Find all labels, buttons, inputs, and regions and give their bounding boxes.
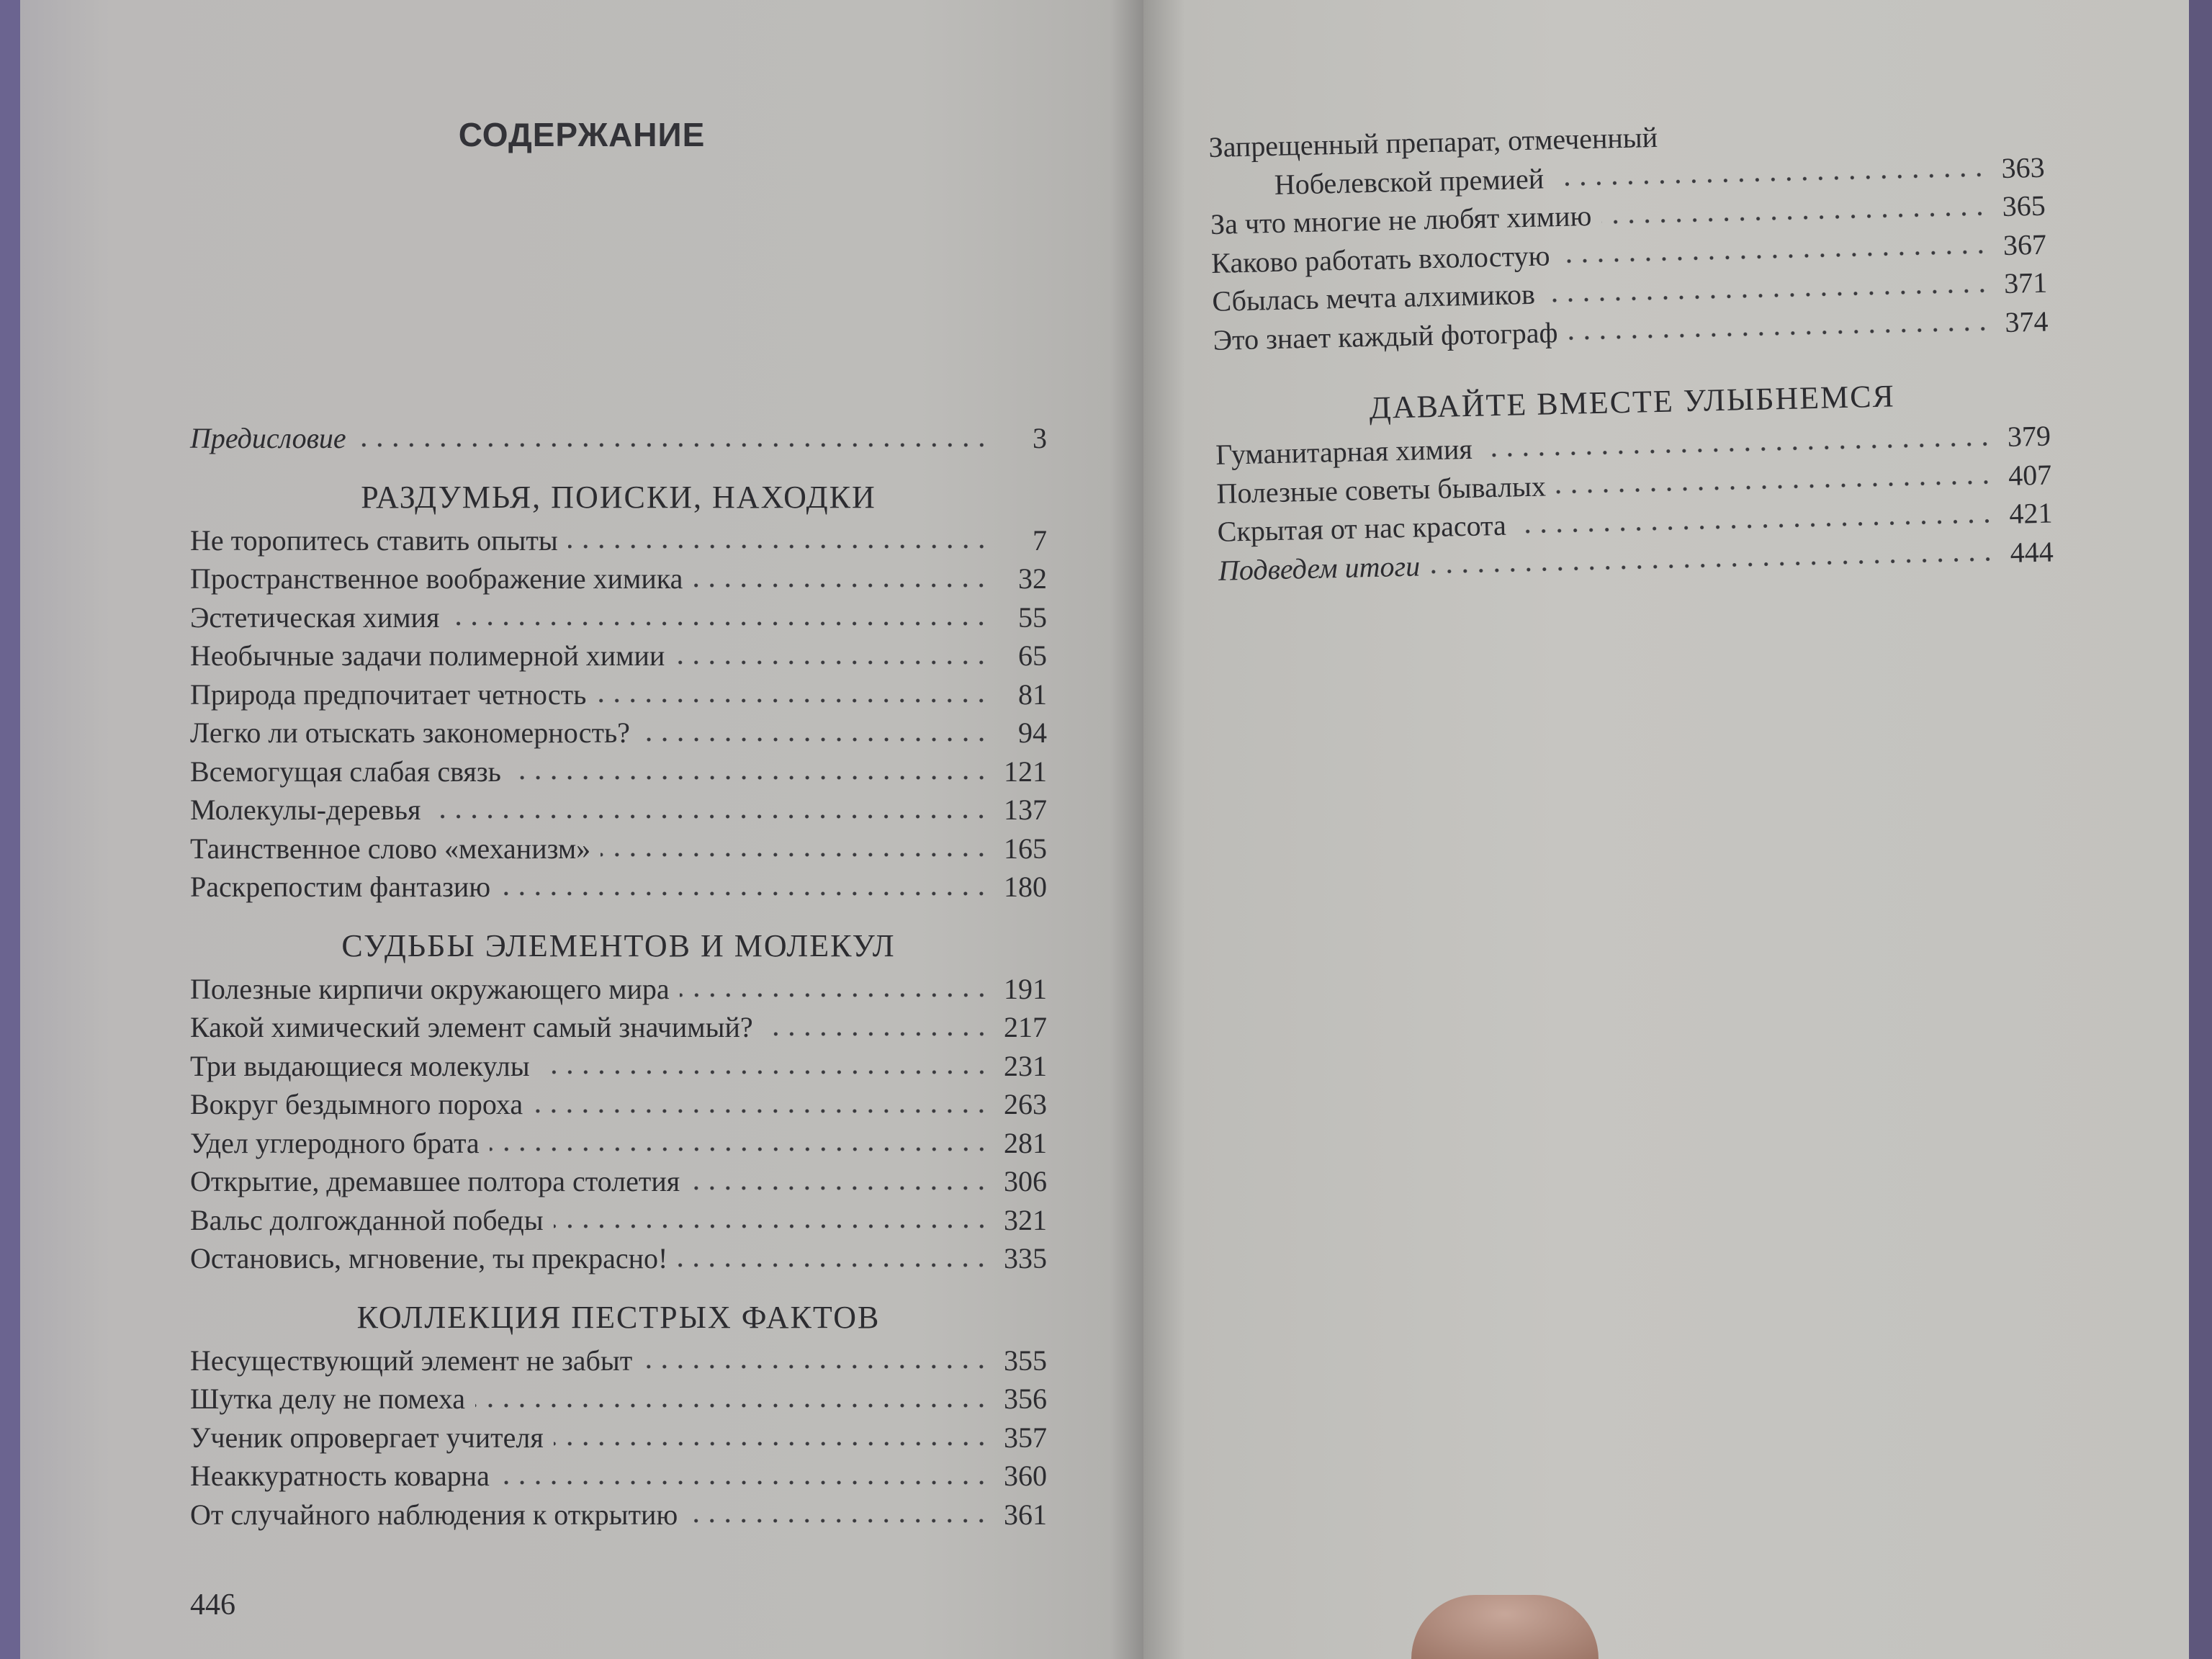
entry-page: 357 bbox=[1004, 1421, 1047, 1454]
entry-page: 407 bbox=[2008, 458, 2052, 492]
toc-entry bbox=[190, 1341, 1047, 1380]
entry-title: Каково работать вхолостую bbox=[1210, 238, 1550, 279]
entry-title: Скрытая от нас красота bbox=[1217, 508, 1507, 548]
dot-leader bbox=[1554, 171, 1987, 187]
entry-title: Природа предпочитает четность bbox=[190, 678, 587, 711]
entry-title: Шутка делу не помеха bbox=[190, 1382, 466, 1415]
entry-title: Сбылась мечта алхимиков bbox=[1211, 277, 1536, 318]
dot-leader bbox=[1560, 248, 1990, 264]
entry-title: Не торопитесь ставить опыты bbox=[190, 523, 558, 557]
entry-page: 263 bbox=[1004, 1088, 1047, 1120]
entry-title: Три выдающиеся молекулы bbox=[190, 1049, 530, 1082]
toc-entry bbox=[190, 598, 1047, 637]
entry-page: 360 bbox=[1004, 1460, 1047, 1492]
toc-entry bbox=[190, 752, 1047, 791]
dot-leader bbox=[554, 1441, 989, 1447]
entry-page: 321 bbox=[1004, 1203, 1047, 1236]
background-edge bbox=[2189, 0, 2212, 1659]
toc-entry bbox=[190, 675, 1047, 714]
entry-page: 191 bbox=[1004, 972, 1047, 1005]
entry-title: Ученик опровергает учителя bbox=[190, 1421, 544, 1454]
dot-leader bbox=[1601, 210, 1988, 225]
entry-title: Остановись, мгновение, ты прекрасно! bbox=[190, 1242, 668, 1274]
dot-leader bbox=[680, 992, 989, 998]
entry-page: 65 bbox=[1018, 639, 1047, 672]
right-page bbox=[1143, 0, 2189, 1659]
dot-leader bbox=[675, 660, 989, 665]
dot-leader bbox=[540, 1069, 989, 1075]
entry-page: 55 bbox=[1018, 601, 1047, 634]
toc-entry bbox=[190, 1124, 1047, 1163]
entry-page: 81 bbox=[1018, 678, 1047, 711]
toc-entry bbox=[190, 1419, 1047, 1457]
toc-entry bbox=[190, 637, 1047, 675]
dot-leader bbox=[533, 1108, 989, 1114]
entry-title: Вальс долгожданной победы bbox=[190, 1203, 544, 1236]
entry-page: 180 bbox=[1004, 871, 1047, 903]
entry-page: 361 bbox=[1004, 1498, 1047, 1531]
entry-page: 165 bbox=[1004, 832, 1047, 865]
toc-entry bbox=[190, 1047, 1047, 1086]
section-heading: РАЗДУМЬЯ, ПОИСКИ, НАХОДКИ bbox=[361, 479, 876, 515]
toc-left bbox=[190, 419, 1047, 1534]
page-number: 446 bbox=[190, 1588, 235, 1622]
entry-page: 32 bbox=[1018, 562, 1047, 595]
dot-leader bbox=[693, 583, 989, 588]
toc-entry bbox=[190, 1239, 1047, 1278]
toc-right bbox=[1208, 109, 2054, 590]
toc-entry bbox=[190, 1496, 1047, 1534]
dot-leader bbox=[1556, 479, 1995, 495]
dot-leader bbox=[449, 621, 989, 626]
dot-leader bbox=[1516, 518, 1995, 534]
dot-leader bbox=[763, 1031, 989, 1037]
entry-page: 363 bbox=[2001, 150, 2046, 184]
toc-entry bbox=[190, 1085, 1047, 1124]
entry-title: Эстетическая химия bbox=[190, 601, 440, 634]
entry-title: Полезные кирпичи окружающего мира bbox=[190, 972, 670, 1005]
thumb bbox=[1411, 1595, 1599, 1659]
entry-page bbox=[1997, 138, 2044, 139]
entry-page: 379 bbox=[2007, 419, 2051, 453]
entry-page: 94 bbox=[1018, 716, 1047, 749]
entry-title: Неаккуратность коварна bbox=[190, 1460, 490, 1492]
entry-title: Гуманитарная химия bbox=[1215, 432, 1473, 471]
entry-page: 7 bbox=[1033, 523, 1047, 557]
entry-title: Раскрепостим фантазию bbox=[190, 871, 491, 903]
dot-leader bbox=[1545, 287, 1990, 303]
entry-title: Нобелевской премией bbox=[1274, 161, 1545, 201]
entry-page: 444 bbox=[2010, 535, 2054, 569]
entry-title: Открытие, дремавшее полтора столетия bbox=[190, 1165, 680, 1197]
entry-title: Полезные советы бывалых bbox=[1215, 469, 1547, 510]
dot-leader bbox=[690, 1185, 989, 1191]
entry-title: Молекулы-деревья bbox=[190, 793, 421, 826]
entry-title: Легко ли отыскать закономерность? bbox=[190, 716, 630, 749]
entry-page: 356 bbox=[1004, 1382, 1047, 1415]
dot-leader bbox=[475, 1403, 989, 1408]
toc-entry bbox=[190, 714, 1047, 752]
toc-entry bbox=[190, 1380, 1047, 1419]
section-heading: СУДЬБЫ ЭЛЕМЕНТОВ И МОЛЕКУЛ bbox=[341, 927, 896, 963]
toc-entry bbox=[190, 1008, 1047, 1047]
toc-entry bbox=[190, 791, 1047, 830]
entry-page: 371 bbox=[2003, 266, 2048, 300]
entry-title: Удел углеродного брата bbox=[190, 1126, 480, 1159]
toc-entry bbox=[190, 521, 1047, 560]
entry-page: 421 bbox=[2008, 496, 2053, 530]
entry-page: 374 bbox=[2004, 305, 2049, 338]
dot-leader bbox=[500, 1480, 989, 1485]
entry-title: От случайного наблюдения к открытию bbox=[190, 1498, 678, 1531]
entry-title: Предисловие bbox=[190, 422, 346, 454]
toc-entry bbox=[190, 970, 1047, 1009]
entry-title: Пространственное воображение химика bbox=[190, 562, 683, 595]
toc-entry bbox=[190, 1162, 1047, 1201]
dot-leader bbox=[1568, 325, 1990, 341]
entry-title: Подведем итоги bbox=[1218, 549, 1421, 587]
dot-leader bbox=[1668, 133, 1986, 146]
dot-leader bbox=[511, 775, 989, 781]
entry-title: Необычные задачи полимерной химии bbox=[190, 639, 665, 672]
dot-leader bbox=[356, 442, 989, 448]
toc-entry bbox=[190, 868, 1047, 907]
dot-leader bbox=[688, 1518, 989, 1524]
dot-leader bbox=[1430, 556, 1996, 575]
entry-title: Какой химический элемент самый значимый? bbox=[190, 1011, 753, 1043]
entry-page: 306 bbox=[1004, 1165, 1047, 1197]
entry-page: 365 bbox=[2002, 189, 2046, 223]
toc-title: СОДЕРЖАНИЕ bbox=[458, 116, 706, 153]
dot-leader bbox=[596, 698, 989, 703]
entry-page: 231 bbox=[1004, 1049, 1047, 1082]
left-page bbox=[20, 0, 1143, 1659]
dot-leader bbox=[431, 814, 989, 819]
entry-page: 355 bbox=[1004, 1344, 1047, 1377]
toc-entry-preface bbox=[190, 419, 1047, 458]
entry-page: 121 bbox=[1004, 755, 1047, 788]
dot-leader bbox=[490, 1146, 989, 1152]
entry-page: 217 bbox=[1004, 1011, 1047, 1043]
toc-entry bbox=[190, 559, 1047, 598]
dot-leader bbox=[678, 1262, 989, 1268]
entry-title: Несуществующий элемент не забыт bbox=[190, 1344, 633, 1377]
toc-entry bbox=[190, 830, 1047, 868]
entry-page: 281 bbox=[1004, 1126, 1047, 1159]
dot-leader bbox=[601, 852, 989, 858]
toc-entry bbox=[190, 1201, 1047, 1240]
dot-leader bbox=[568, 544, 989, 549]
section-heading: ДАВАЙТЕ ВМЕСТЕ УЛЫБНЕМСЯ bbox=[1369, 378, 1896, 426]
dot-leader bbox=[640, 737, 989, 742]
entry-page: 367 bbox=[2002, 228, 2047, 261]
entry-title: Вокруг бездымного пороха bbox=[190, 1088, 523, 1120]
entry-title: Это знает каждый фотограф bbox=[1213, 315, 1558, 356]
dot-leader bbox=[642, 1364, 989, 1370]
dot-leader bbox=[500, 891, 989, 896]
toc-entry bbox=[190, 1457, 1047, 1496]
entry-title: Запрещенный препарат, отмеченный bbox=[1208, 120, 1658, 163]
dot-leader bbox=[554, 1223, 989, 1229]
entry-title: Таинственное слово «механизм» bbox=[190, 832, 591, 865]
entry-title: За что многие не любят химию bbox=[1210, 199, 1592, 240]
section-heading: КОЛЛЕКЦИЯ ПЕСТРЫХ ФАКТОВ bbox=[356, 1299, 881, 1335]
entry-page: 137 bbox=[1004, 793, 1047, 826]
dot-leader bbox=[1483, 441, 1994, 458]
entry-title: Всемогущая слабая связь bbox=[190, 755, 501, 788]
entry-page: 335 bbox=[1004, 1242, 1047, 1274]
entry-page: 3 bbox=[1033, 422, 1047, 454]
